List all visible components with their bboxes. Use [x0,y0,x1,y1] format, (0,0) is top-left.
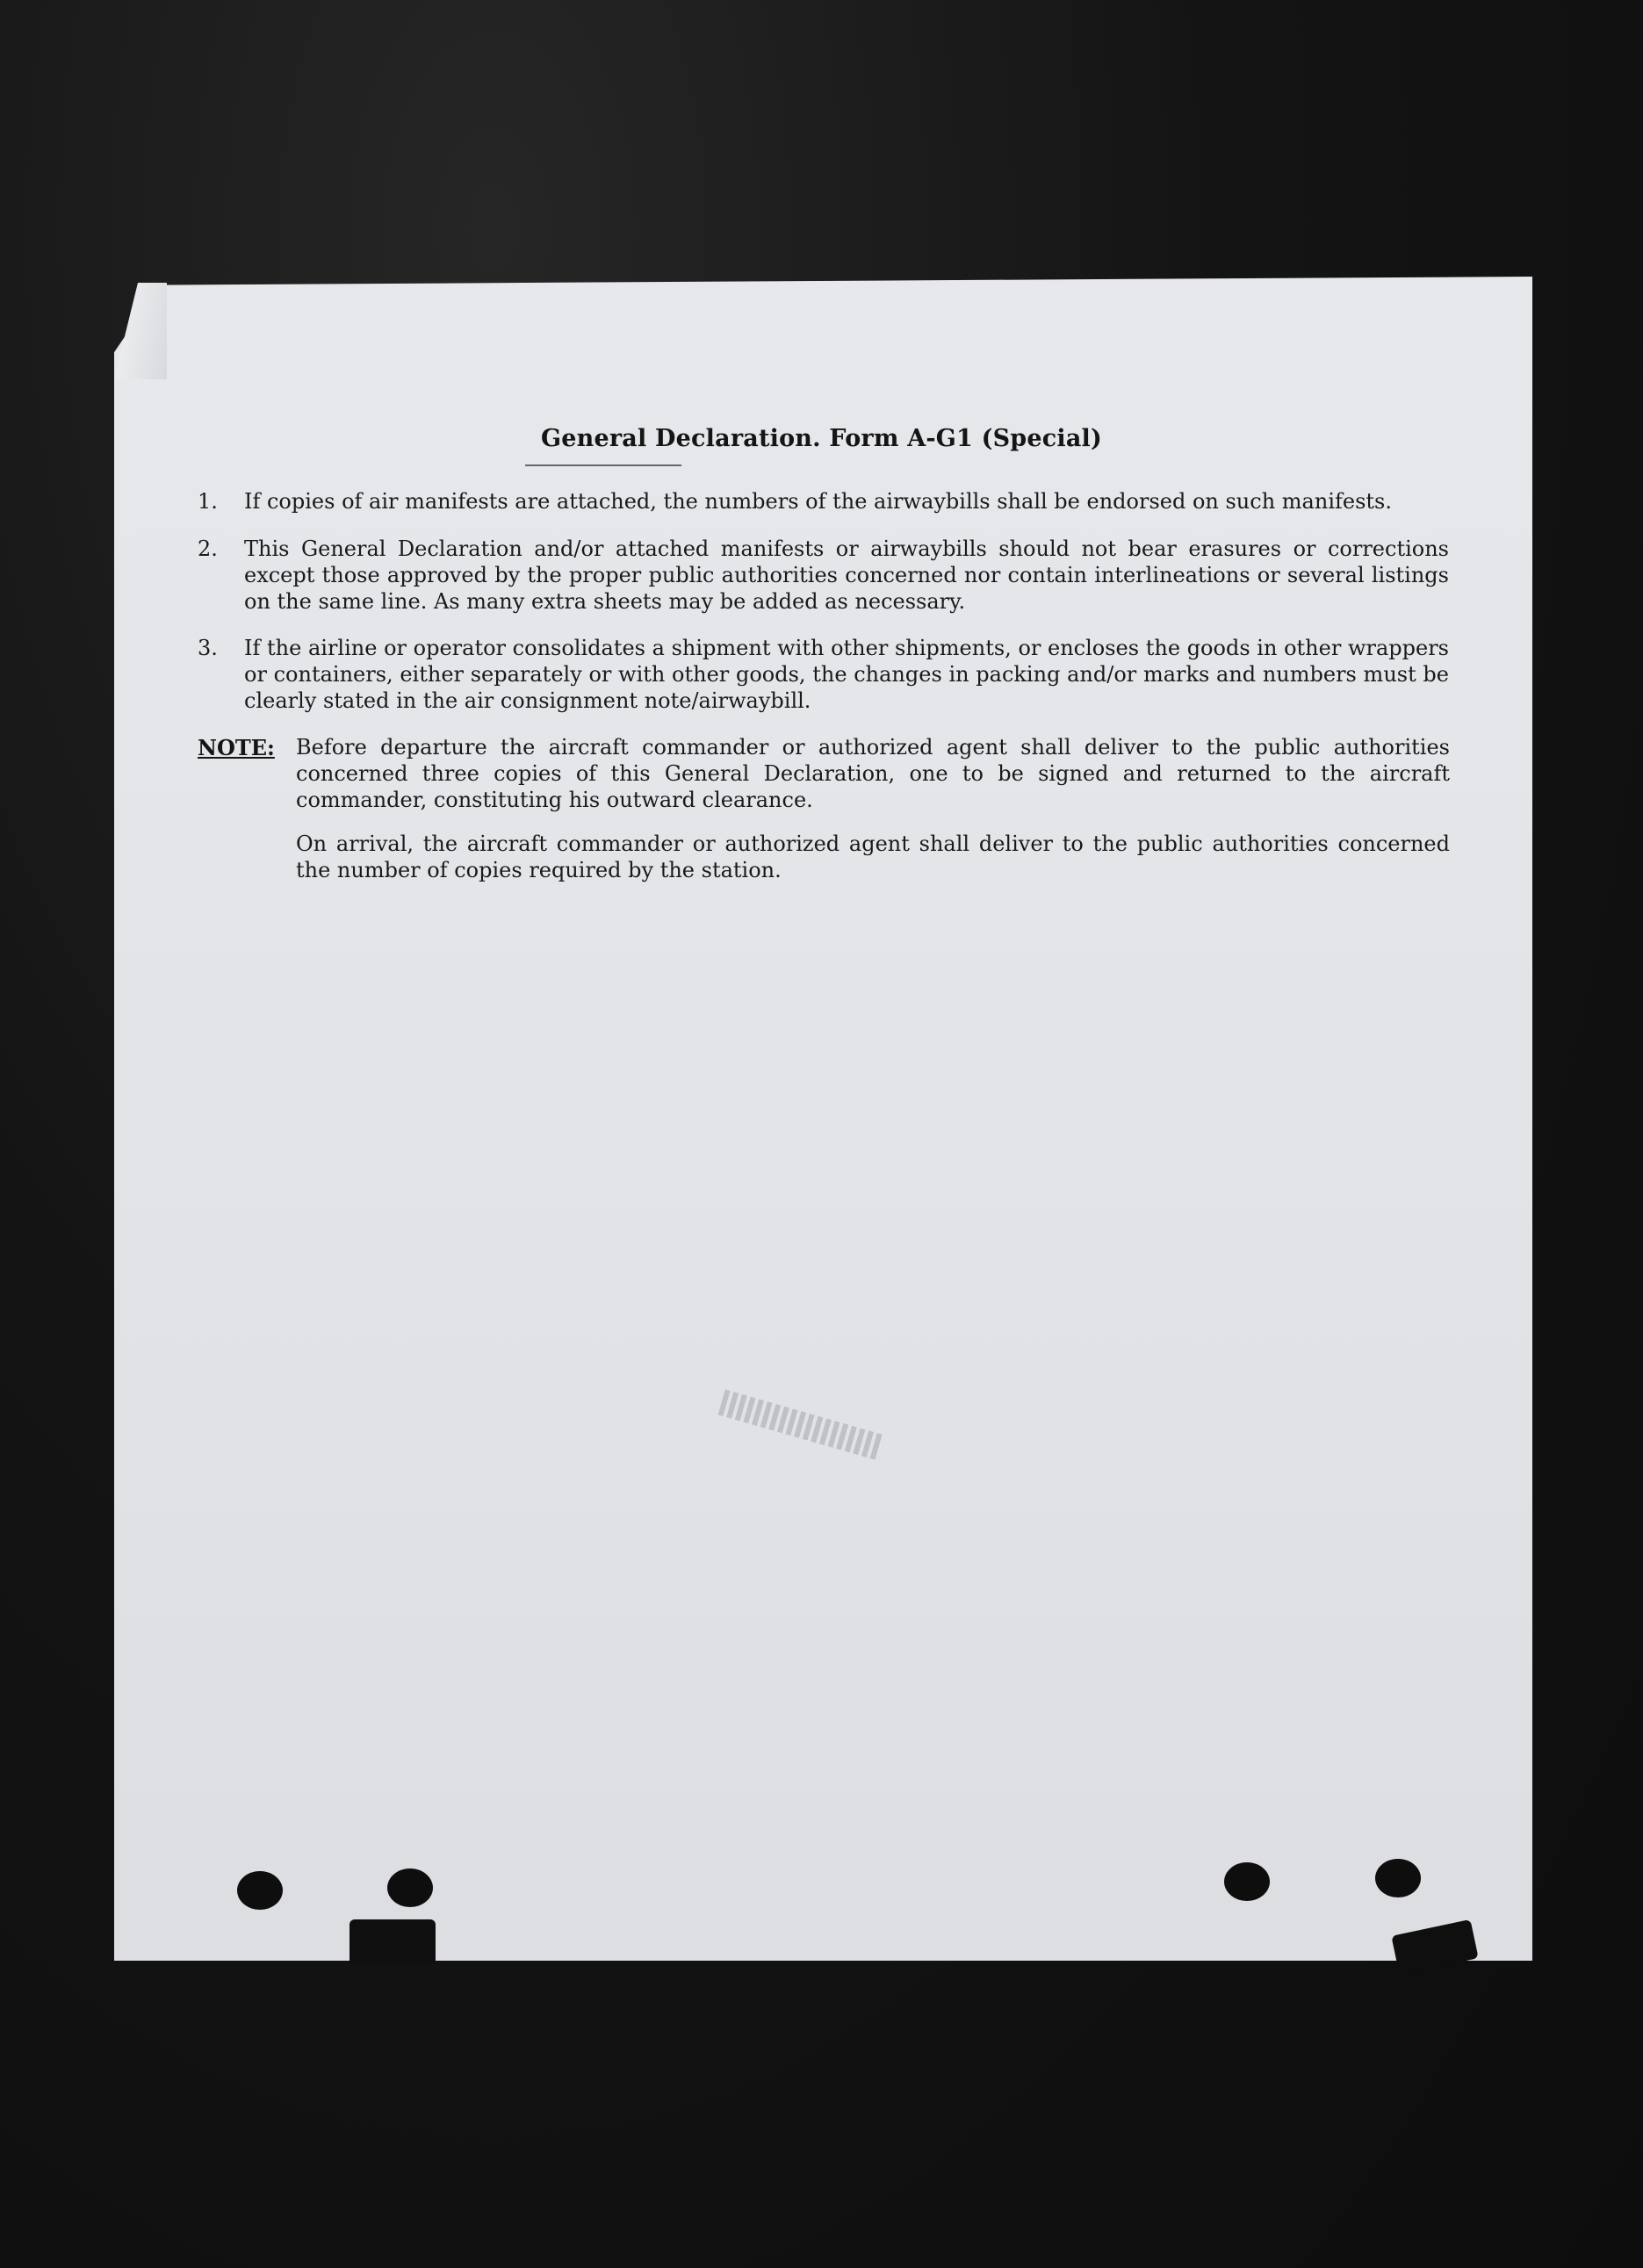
note-paragraph-1: Before departure the aircraft commander or authorized agent shall deliver to the public authorities concerned three copies of this General Declaration, one to be signed and returned to the aircraft commander, constituting his outward clearance. [296,735,1450,812]
punch-hole [387,1868,433,1907]
punch-hole [1224,1862,1270,1901]
item-text: If the airline or operator consolidates a shipment with other shipments, or encloses the goods in other wrappers or containers, either separately or with other goods, the changes in packing and/or marks and numbers must be clearly stated in the air consignment note/airwaybill. [244,636,1449,713]
punch-hole [1375,1859,1421,1897]
document-page [114,277,1532,1961]
instruction-item-2 [198,536,1449,615]
item-text: If copies of air manifests are attached, the numbers of the airwaybills shall be endorsed on such manifests. [244,489,1392,514]
note-paragraph-2: On arrival, the aircraft commander or authorized agent shall deliver to the public authorities concerned the number of copies required by the station. [296,832,1450,882]
item-number: 1. [198,489,218,514]
document-title: General Declaration. Form A-G1 (Special) [541,425,1102,452]
instruction-item-1 [198,488,1449,515]
item-number: 2. [198,536,218,561]
title-underline [525,464,681,466]
item-number: 3. [198,636,218,660]
punch-hole [237,1871,283,1910]
instruction-item-3 [198,635,1449,714]
note-label: NOTE: [198,735,275,760]
binder-clip [349,1919,436,1963]
item-text: This General Declaration and/or attached manifests or airwaybills should not bear erasures or corrections except those approved by the proper public authorities concerned nor contain interlineations or several listings on the same line. As many extra sheets may be added as necessary. [244,536,1449,614]
